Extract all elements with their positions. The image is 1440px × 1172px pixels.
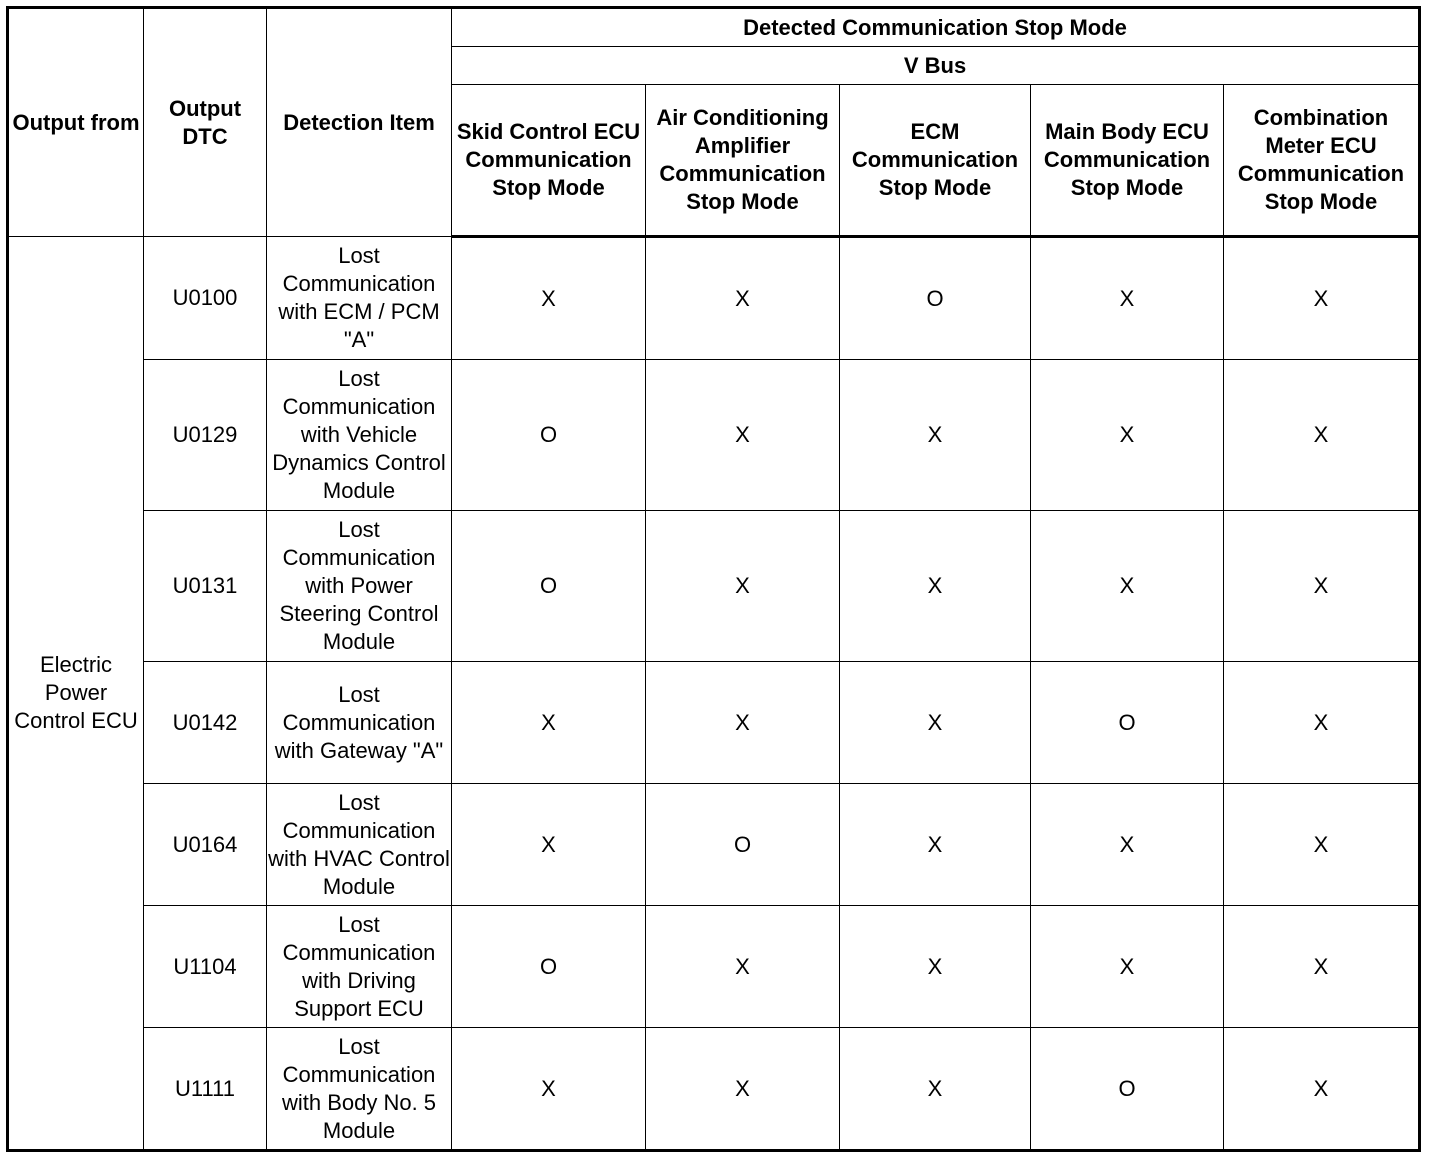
header-bus: V Bus (452, 47, 1420, 85)
detection-item: Lost Communication with Body No. 5 Module (267, 1028, 452, 1151)
output-from-cell: Electric Power Control ECU (8, 237, 144, 1151)
mark-combination-meter: X (1224, 360, 1420, 511)
mark-ecm: X (840, 360, 1031, 511)
mark-main-body: X (1031, 906, 1224, 1028)
mark-skid-control: O (452, 511, 646, 662)
mark-main-body: X (1031, 511, 1224, 662)
table-row (8, 360, 1420, 511)
mark-combination-meter: X (1224, 662, 1420, 784)
mark-ecm: X (840, 784, 1031, 906)
header-output-from: Output from (8, 8, 144, 237)
mark-air-conditioning: X (646, 237, 840, 360)
mark-ecm: X (840, 906, 1031, 1028)
dtc-code: U0129 (144, 360, 267, 511)
table-row (8, 784, 1420, 906)
mark-skid-control: X (452, 237, 646, 360)
detection-item: Lost Communication with Driving Support ECU (267, 906, 452, 1028)
dtc-code: U0164 (144, 784, 267, 906)
mark-air-conditioning: X (646, 511, 840, 662)
table-row (8, 1028, 1420, 1151)
table-row (8, 662, 1420, 784)
dtc-table (6, 6, 1421, 1152)
detection-item: Lost Communication with HVAC Control Module (267, 784, 452, 906)
mark-air-conditioning: X (646, 662, 840, 784)
mark-air-conditioning: X (646, 906, 840, 1028)
detection-item: Lost Communication with Power Steering Control Module (267, 511, 452, 662)
header-mode-ecm: ECM Communication Stop Mode (840, 85, 1031, 237)
mark-skid-control: O (452, 360, 646, 511)
mark-air-conditioning: X (646, 360, 840, 511)
mark-main-body: O (1031, 1028, 1224, 1151)
mark-air-conditioning: X (646, 1028, 840, 1151)
mark-combination-meter: X (1224, 511, 1420, 662)
table-row (8, 237, 1420, 360)
mark-combination-meter: X (1224, 1028, 1420, 1151)
header-mode-combination-meter: Combination Meter ECU Communication Stop Mode (1224, 85, 1420, 237)
header-output-dtc: Output DTC (144, 8, 267, 237)
dtc-code: U1111 (144, 1028, 267, 1151)
mark-ecm: O (840, 237, 1031, 360)
header-mode-air-conditioning: Air Conditioning Amplifier Communication Stop Mode (646, 85, 840, 237)
mark-skid-control: X (452, 662, 646, 784)
table-row (8, 906, 1420, 1028)
mark-main-body: X (1031, 360, 1224, 511)
dtc-code: U0142 (144, 662, 267, 784)
mark-ecm: X (840, 511, 1031, 662)
detection-item: Lost Communication with Gateway "A" (267, 662, 452, 784)
mark-air-conditioning: O (646, 784, 840, 906)
mark-main-body: O (1031, 662, 1224, 784)
mark-main-body: X (1031, 237, 1224, 360)
header-detected-mode: Detected Communication Stop Mode (452, 8, 1420, 47)
dtc-code: U1104 (144, 906, 267, 1028)
header-mode-skid-control: Skid Control ECU Communication Stop Mode (452, 85, 646, 237)
mark-combination-meter: X (1224, 784, 1420, 906)
mark-combination-meter: X (1224, 237, 1420, 360)
dtc-code: U0100 (144, 237, 267, 360)
table-row (8, 511, 1420, 662)
mark-main-body: X (1031, 784, 1224, 906)
mark-skid-control: X (452, 1028, 646, 1151)
dtc-code: U0131 (144, 511, 267, 662)
header-mode-main-body: Main Body ECU Communication Stop Mode (1031, 85, 1224, 237)
header-detection-item: Detection Item (267, 8, 452, 237)
detection-item: Lost Communication with Vehicle Dynamics Control Module (267, 360, 452, 511)
mark-ecm: X (840, 1028, 1031, 1151)
mark-skid-control: O (452, 906, 646, 1028)
mark-ecm: X (840, 662, 1031, 784)
mark-combination-meter: X (1224, 906, 1420, 1028)
mark-skid-control: X (452, 784, 646, 906)
detection-item: Lost Communication with ECM / PCM "A" (267, 237, 452, 360)
